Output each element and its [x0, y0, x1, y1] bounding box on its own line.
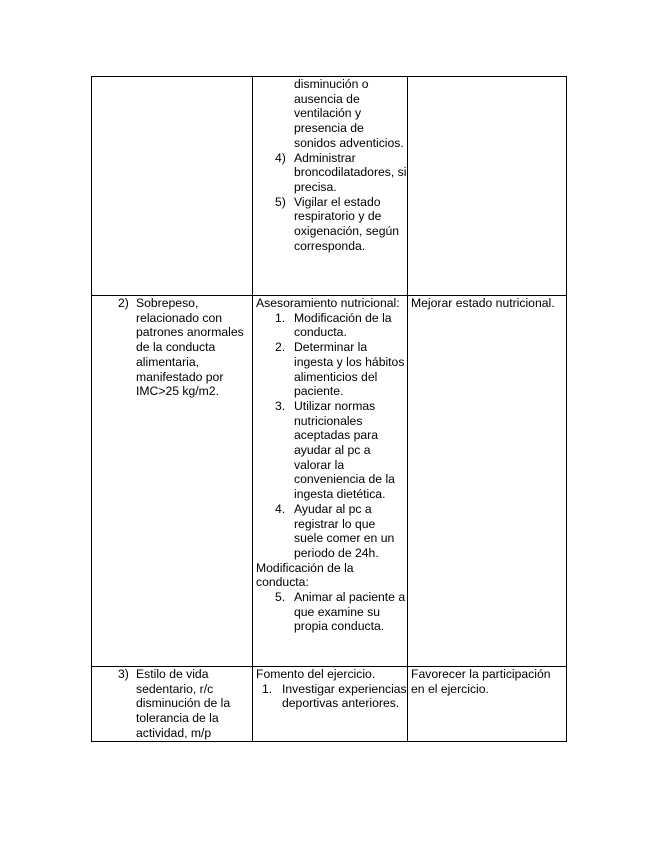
list-item	[256, 340, 407, 399]
interventions-cell	[253, 296, 408, 667]
list-item	[256, 590, 407, 634]
list-number: 1.	[275, 310, 286, 325]
list-number: 3.	[275, 398, 286, 413]
objective-cell: Mejorar estado nutricional.	[408, 296, 567, 667]
table-row	[92, 296, 567, 667]
objective-cell: Favorecer la participación en el ejercicio.	[408, 667, 567, 742]
list-text: Modificación de la conducta.	[294, 310, 392, 340]
list-text: Administrar broncodilatadores, si precisa.	[294, 150, 407, 194]
interventions-cell	[253, 77, 408, 296]
diagnosis-cell	[92, 77, 253, 296]
list-item	[256, 311, 407, 340]
list-item	[256, 399, 407, 502]
list-item	[95, 296, 252, 399]
diagnosis-cell	[92, 296, 253, 667]
list-number: 4.	[275, 501, 286, 516]
intervention-continuation: disminución o ausencia de ventilación y presencia de sonidos adventicios.	[294, 77, 404, 150]
table-row	[92, 77, 567, 296]
list-number: 1.	[262, 681, 273, 696]
list-number: 3)	[118, 667, 129, 681]
intervention-heading: Modificación de la conducta:	[256, 560, 354, 590]
list-number: 2)	[118, 296, 129, 310]
list-item	[256, 151, 407, 195]
list-text: Utilizar normas nutricionales aceptadas para ayudar al pc a valorar la conveniencia de la ingesta dietética.	[294, 398, 395, 502]
intervention-heading: Fomento del ejercicio.	[256, 667, 376, 681]
table-row	[92, 667, 567, 742]
list-text: Determinar la ingesta y los hábitos alimenticios del paciente.	[294, 340, 405, 399]
diagnosis-text: Estilo de vida sedentario, r/c disminución de la tolerancia de la actividad, m/p	[136, 667, 231, 740]
objective-cell	[408, 77, 567, 296]
interventions-cell	[253, 667, 408, 742]
list-text: Vigilar el estado respiratorio y de oxigenación, según corresponda.	[294, 194, 400, 253]
list-item	[256, 195, 407, 254]
list-number: 5)	[275, 194, 286, 209]
diagnosis-cell	[92, 667, 253, 742]
list-number: 2.	[275, 340, 286, 355]
list-text: Investigar experiencias deportivas anteriores.	[282, 681, 407, 711]
list-text: Ayudar al pc a registrar lo que suele comer en un periodo de 24h.	[294, 501, 395, 560]
care-plan-table	[91, 76, 567, 742]
list-number: 4)	[275, 150, 286, 165]
list-item	[256, 502, 407, 561]
list-item	[95, 667, 252, 741]
list-number: 5.	[275, 590, 286, 605]
list-text: Animar al paciente a que examine su propia conducta.	[294, 590, 406, 634]
list-item	[256, 682, 407, 711]
intervention-heading: Asesoramiento nutricional:	[256, 296, 400, 310]
diagnosis-text: Sobrepeso, relacionado con patrones anormales de la conducta alimentaria, manifestado por IMC>25 kg/m2.	[136, 296, 244, 399]
